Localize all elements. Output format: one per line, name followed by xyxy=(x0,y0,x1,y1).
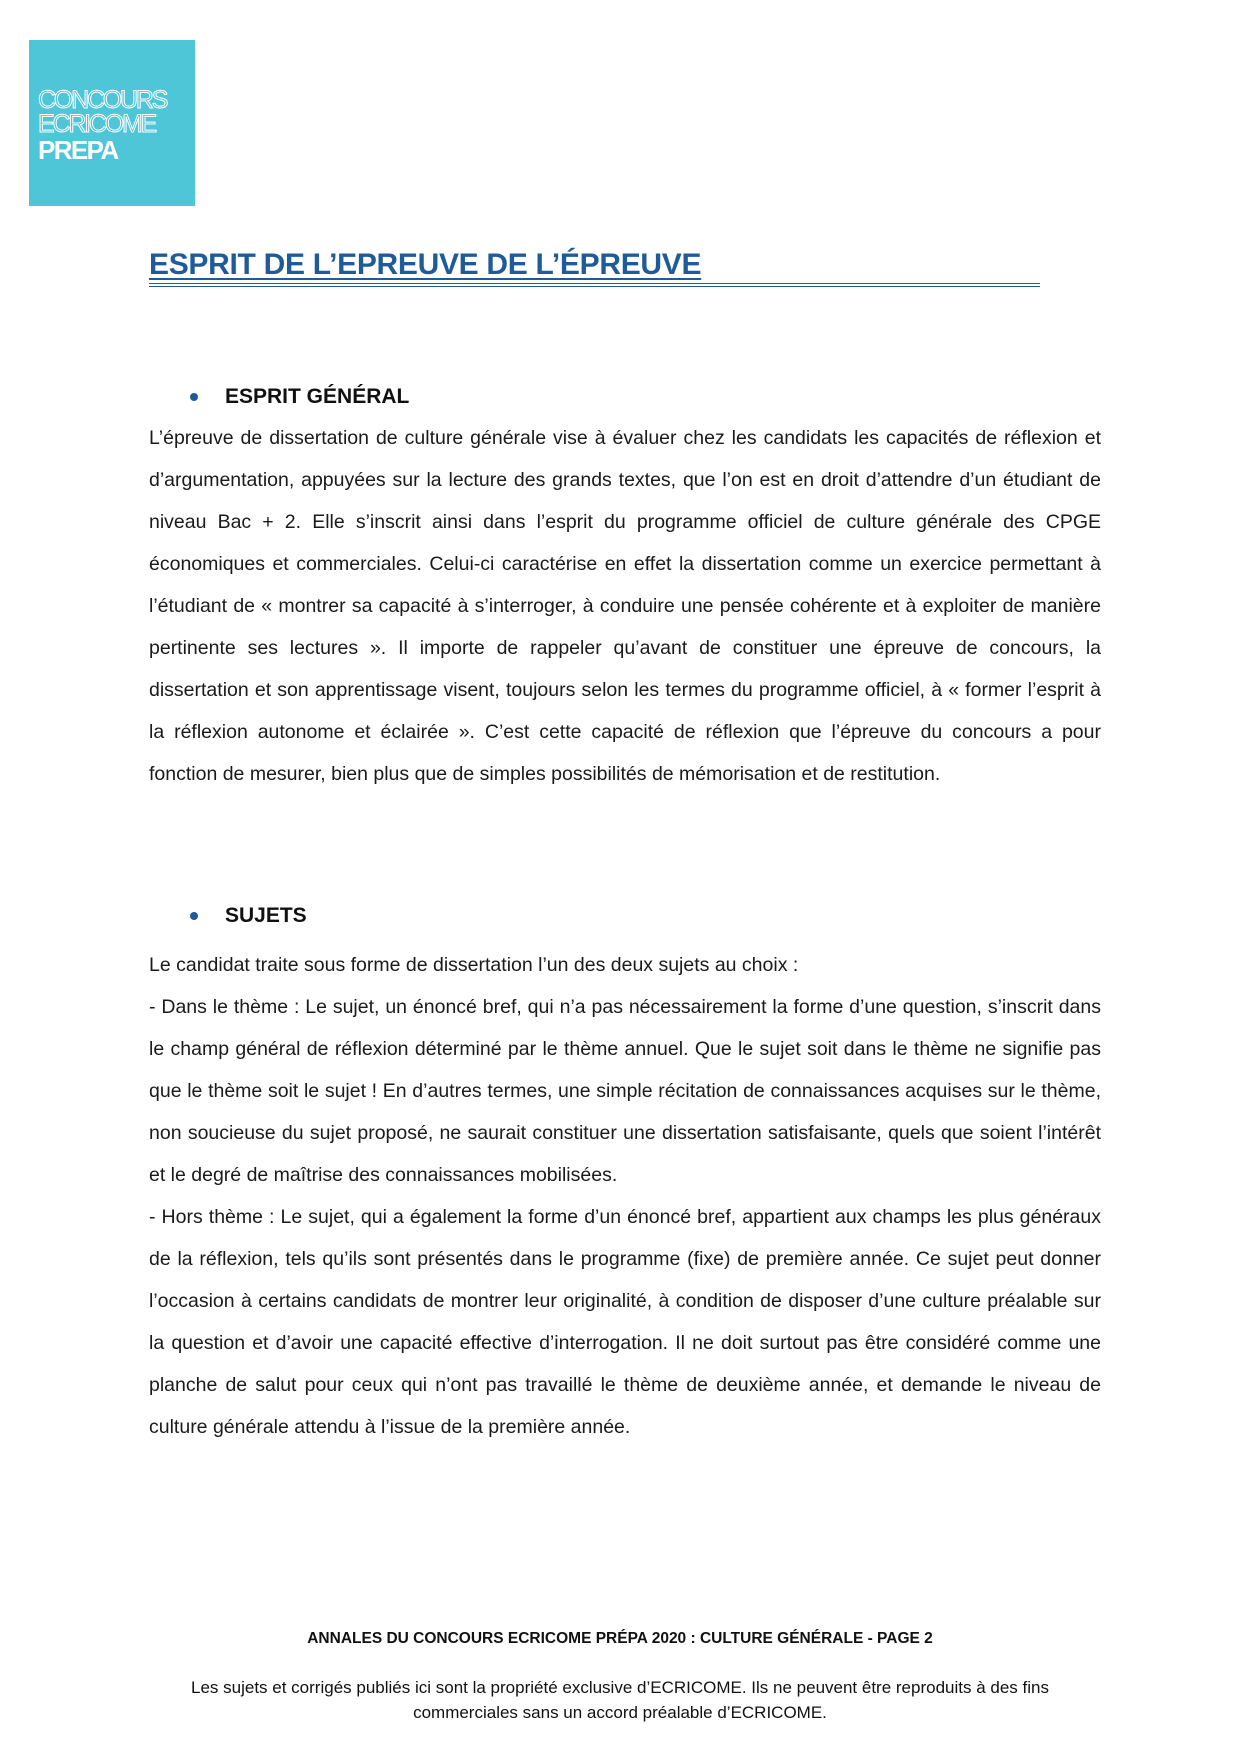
title-underline-rule xyxy=(149,283,1040,287)
ecricome-logo xyxy=(29,40,195,206)
footer-copyright-note: Les sujets et corrigés publiés ici sont la propriété exclusive d’ECRICOME. Ils ne peuvent être reproduits à des fins commerciales sans un accord préalable d’ECRICOME. xyxy=(191,1678,1049,1722)
logo-line-ecricome: ECRICOME xyxy=(38,110,156,138)
logo-line-concours: CONCOURS xyxy=(38,86,167,114)
sujets-item-hors-theme: - Hors thème : Le sujet, qui a également la forme d’un énoncé bref, appartient aux champs les plus généraux de la réflexion, tels qu’ils sont présentés dans le programme (fixe) de première année. Ce sujet peut donner l’occasion à certains candidats de montrer leur originalité, à condition de disposer d’une culture préalable sur la question et d’avoir une capacité effective d’interrogation. Il ne doit surtout pas être considéré comme une planche de salut pour ceux qui n’ont pas travaillé le thème de deuxième année, et demande le niveau de culture générale attendu à l’issue de la première année. xyxy=(149,1206,1101,1438)
bullet-icon xyxy=(190,912,198,920)
section-heading-sujets: SUJETS xyxy=(225,904,307,927)
footer-title: ANNALES DU CONCOURS ECRICOME PRÉPA 2020 : CULTURE GÉNÉRALE - PAGE 2 xyxy=(307,1630,933,1647)
bullet-icon xyxy=(190,393,198,401)
section-paragraph-esprit-general: L’épreuve de dissertation de culture générale vise à évaluer chez les candidats les capacités de réflexion et d’argumentation, appuyées sur la lecture des grands textes, que l’on est en droit d’attendre d’un étudiant de niveau Bac + 2. Elle s’inscrit ainsi dans l’esprit du programme officiel de culture générale des CPGE économiques et commerciales. Celui-ci caractérise en effet la dissertation comme un exercice permettant à l’étudiant de « montrer sa capacité à s’interroger, à conduire une pensée cohérente et à exploiter de manière pertinente ses lectures ». Il importe de rappeler qu’avant de constituer une épreuve de concours, la dissertation et son apprentissage visent, toujours selon les termes du programme officiel, à « former l’esprit à la réflexion autonome et éclairée ». C’est cette capacité de réflexion que l’épreuve du concours a pour fonction de mesurer, bien plus que de simples possibilités de mémorisation et de restitution. xyxy=(149,427,1101,785)
section-heading-esprit-general: ESPRIT GÉNÉRAL xyxy=(225,385,410,408)
page-title: ESPRIT DE L’EPREUVE DE L’ÉPREUVE xyxy=(149,248,702,281)
sujets-intro: Le candidat traite sous forme de dissertation l’un des deux sujets au choix : xyxy=(149,954,799,976)
sujets-item-dans-le-theme: - Dans le thème : Le sujet, un énoncé bref, qui n’a pas nécessairement la forme d’une question, s’inscrit dans le champ général de réflexion déterminé par le thème annuel. Que le sujet soit dans le thème ne signifie pas que le thème soit le sujet ! En d’autres termes, une simple récitation de connaissances acquises sur le thème, non soucieuse du sujet proposé, ne saurait constituer une dissertation satisfaisante, quels que soient l’intérêt et le degré de maîtrise des connaissances mobilisées. xyxy=(149,996,1101,1186)
logo-line-prepa: PREPA xyxy=(38,135,118,165)
